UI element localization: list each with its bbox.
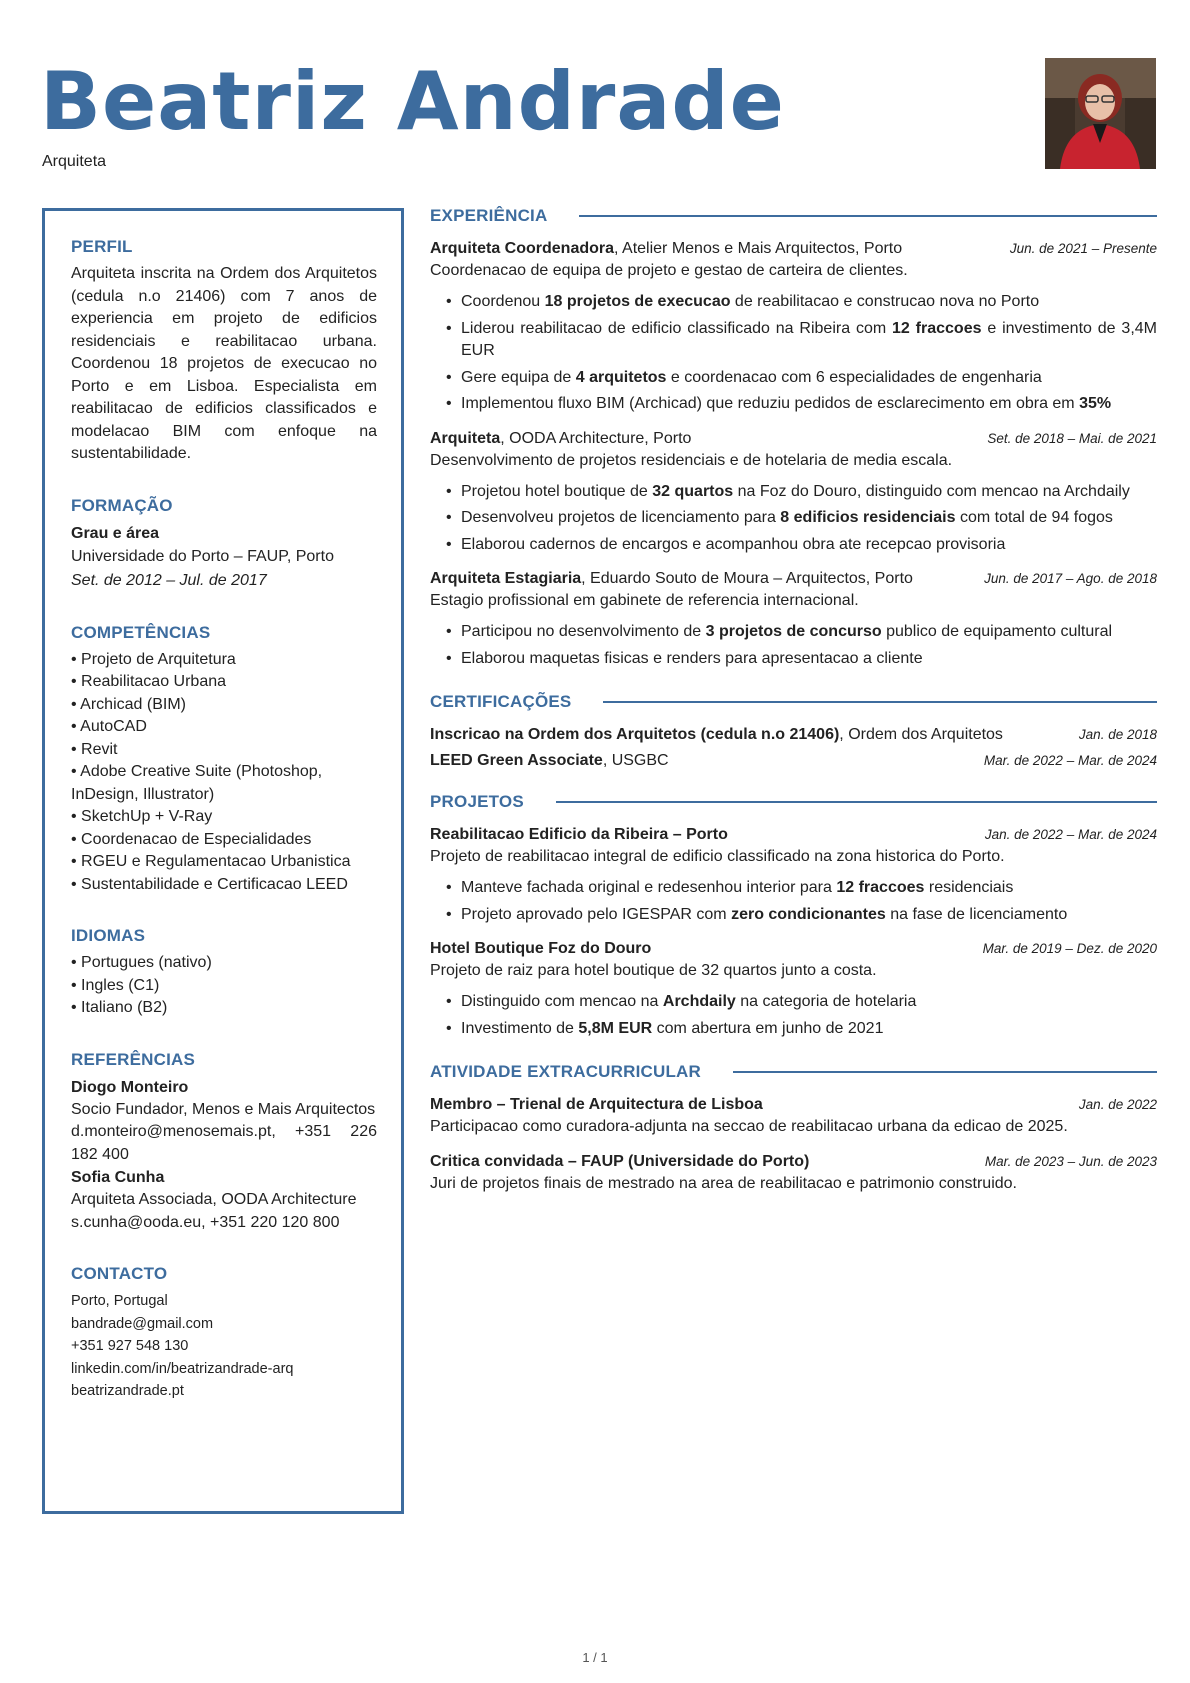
project-description: Projeto de raiz para hotel boutique de 32 quartos junto a costa.: [430, 962, 877, 979]
candidate-role: Arquiteta: [42, 153, 107, 170]
activity-description: Participacao como curadora-adjunta na seccao de reabilitacao urbana da edicao de 2025.: [430, 1118, 1068, 1135]
experience-heading: EXPERIÊNCIA: [430, 206, 548, 225]
contact-phone: +351 927 548 130: [71, 1338, 189, 1354]
activity-name: Membro – Trienal de Arquitectura de Lisboa: [430, 1096, 763, 1113]
education-school: Universidade do Porto – FAUP, Porto: [71, 547, 334, 565]
language-item: • Ingles (C1): [71, 975, 377, 998]
section-divider: [733, 1071, 1157, 1073]
job-role: Arquiteta Coordenadora: [430, 240, 615, 257]
section-divider: [603, 701, 1157, 703]
reference-contact: s.cunha@ooda.eu, +351 220 120 800: [71, 1213, 340, 1231]
language-item: • Portugues (nativo): [71, 952, 377, 975]
certification-dates: Jan. de 2018: [1078, 727, 1157, 742]
activity-entry: [430, 1153, 1157, 1196]
contact-website[interactable]: beatrizandrade.pt: [71, 1383, 184, 1399]
job-bullet: • Liderou reabilitacao de edificio classificado na Ribeira com 12 fraccoes e investimento de 3,4M EUR: [446, 318, 1157, 363]
skills-heading: COMPETÊNCIAS: [71, 622, 211, 642]
job-dates: Jun. de 2017 – Ago. de 2018: [984, 571, 1157, 586]
skill-item: • Adobe Creative Suite (Photoshop, InDesign, Illustrator): [71, 761, 377, 806]
skill-item: • Reabilitacao Urbana: [71, 671, 377, 694]
job-role: Arquiteta Estagiaria: [430, 570, 582, 587]
skill-item: • SketchUp + V-Ray: [71, 806, 377, 829]
skill-item: • RGEU e Regulamentacao Urbanistica: [71, 851, 377, 874]
job-bullet: • Implementou fluxo BIM (Archicad) que reduziu pedidos de esclarecimento em obra em 35%: [446, 393, 1157, 416]
certification-entry: [430, 726, 1157, 744]
references-section: [71, 1050, 377, 1235]
section-divider: [579, 215, 1157, 217]
projects-header: [430, 792, 1157, 812]
extracurricular-header: [430, 1062, 1157, 1082]
languages-list: [71, 952, 377, 1020]
certification-org: , USGBC: [602, 752, 669, 769]
project-bullets: [446, 877, 1157, 926]
certification-title: [430, 726, 1003, 744]
project-dates: Mar. de 2019 – Dez. de 2020: [982, 941, 1157, 956]
skill-item: • Archicad (BIM): [71, 694, 377, 717]
activity-dates: Jan. de 2022: [1078, 1097, 1157, 1112]
contact-linkedin[interactable]: linkedin.com/in/beatrizandrade-arq: [71, 1360, 294, 1377]
job-org: , Atelier Menos e Mais Arquitectos, Porto: [614, 240, 903, 257]
skills-list: [71, 649, 377, 897]
job-bullet: • Elaborou maquetas fisicas e renders para apresentacao a cliente: [446, 648, 1157, 671]
education-section: [71, 496, 377, 593]
candidate-name: Beatriz Andrade: [40, 55, 785, 148]
certification-entry: [430, 752, 1157, 770]
project-bullet: • Investimento de 5,8M EUR com abertura em junho de 2021: [446, 1018, 1157, 1041]
job-bullets: [446, 481, 1157, 557]
project-bullet: • Manteve fachada original e redesenhou interior para 12 fraccoes residenciais: [446, 877, 1157, 900]
certification-dates: Mar. de 2022 – Mar. de 2024: [983, 753, 1157, 768]
language-item: • Italiano (B2): [71, 997, 377, 1020]
job-title: [430, 430, 691, 448]
project-entry: [430, 940, 1157, 1040]
job-bullet: • Elaborou cadernos de encargos e acompanhou obra ate recepcao provisoria: [446, 534, 1157, 557]
job-bullets: [446, 291, 1157, 416]
profile-section: [71, 237, 377, 466]
sidebar: [42, 208, 404, 1514]
job-bullet: • Gere equipa de 4 arquitetos e coordenacao com 6 especialidades de engenharia: [446, 367, 1157, 390]
skill-item: • AutoCAD: [71, 716, 377, 739]
job-bullet: • Projetou hotel boutique de 32 quartos na Foz do Douro, distinguido com mencao na Archdaily: [446, 481, 1157, 504]
skill-item: • Sustentabilidade e Certificacao LEED: [71, 874, 377, 897]
activity-title: [430, 1153, 809, 1171]
project-bullets: [446, 991, 1157, 1040]
projects-heading: PROJETOS: [430, 792, 524, 811]
job-bullet: • Desenvolveu projetos de licenciamento para 8 edificios residenciais com total de 94 fogos: [446, 507, 1157, 530]
project-name: Hotel Boutique Foz do Douro: [430, 940, 652, 957]
profile-photo: [1045, 58, 1156, 169]
activity-entry: [430, 1096, 1157, 1139]
reference-role: Socio Fundador, Menos e Mais Arquitectos: [71, 1100, 376, 1118]
job-bullets: [446, 621, 1157, 670]
project-description: Projeto de reabilitacao integral de edificio classificado na zona historica do Porto.: [430, 848, 1005, 865]
certifications-heading: CERTIFICAÇÕES: [430, 692, 572, 711]
project-name: Reabilitacao Edificio da Ribeira – Porto: [430, 826, 728, 843]
certifications-header: [430, 692, 1157, 712]
job-org: , Eduardo Souto de Moura – Arquitectos, Porto: [581, 570, 913, 587]
reference-contact: d.monteiro@menosemais.pt, +351 226 182 400: [71, 1123, 377, 1163]
skill-item: • Revit: [71, 739, 377, 762]
certification-title: [430, 752, 669, 770]
main-column: [430, 206, 1157, 1210]
activity-dates: Mar. de 2023 – Jun. de 2023: [984, 1154, 1157, 1169]
contact-location: Porto, Portugal: [71, 1293, 168, 1309]
job-org: , OODA Architecture, Porto: [500, 429, 692, 447]
reference-role: Arquiteta Associada, OODA Architecture: [71, 1191, 357, 1208]
job-description: Desenvolvimento de projetos residenciais e de hotelaria de media escala.: [430, 451, 953, 469]
page-number: 1 / 1: [582, 1650, 608, 1665]
section-divider: [556, 801, 1157, 803]
activity-description: Juri de projetos finais de mestrado na area de reabilitacao e patrimonio construido.: [430, 1175, 1017, 1192]
education-heading: FORMAÇÃO: [71, 495, 173, 515]
skill-item: • Coordenacao de Especialidades: [71, 829, 377, 852]
job-description: Coordenacao de equipa de projeto e gestao de carteira de clientes.: [430, 262, 908, 279]
certification-name: Inscricao na Ordem dos Arquitetos (cedula n.o 21406): [430, 726, 840, 743]
job-entry: [430, 430, 1157, 557]
reference-name: Diogo Monteiro: [71, 1078, 189, 1096]
contact-email[interactable]: bandrade@gmail.com: [71, 1315, 214, 1332]
job-dates: Set. de 2018 – Mai. de 2021: [987, 430, 1157, 446]
project-bullet: • Distinguido com mencao na Archdaily na categoria de hotelaria: [446, 991, 1157, 1014]
contact-heading: CONTACTO: [71, 1264, 168, 1283]
reference-name: Sofia Cunha: [71, 1169, 165, 1186]
job-bullet: • Participou no desenvolvimento de 3 projetos de concurso publico de equipamento cultural: [446, 621, 1157, 644]
activity-title: [430, 1096, 763, 1114]
job-description: Estagio profissional em gabinete de referencia internacional.: [430, 592, 859, 609]
project-dates: Jan. de 2022 – Mar. de 2024: [984, 827, 1157, 842]
certification-org: , Ordem dos Arquitetos: [839, 726, 1003, 743]
job-bullet: • Coordenou 18 projetos de execucao de reabilitacao e construcao nova no Porto: [446, 291, 1157, 314]
job-title: [430, 570, 913, 588]
profile-heading: PERFIL: [71, 237, 133, 256]
experience-header: [430, 206, 1157, 226]
activity-name: Critica convidada – FAUP (Universidade do Porto): [430, 1153, 810, 1170]
project-title: [430, 940, 651, 958]
languages-section: [71, 926, 377, 1020]
job-entry: [430, 570, 1157, 670]
education-degree: Grau e área: [71, 524, 160, 542]
skills-section: [71, 623, 377, 897]
contact-section: [71, 1264, 377, 1403]
project-bullet: • Projeto aprovado pelo IGESPAR com zero condicionantes na fase de licenciamento: [446, 904, 1157, 927]
job-title: [430, 240, 902, 258]
job-dates: Jun. de 2021 – Presente: [1009, 241, 1157, 256]
job-entry: [430, 240, 1157, 416]
project-title: [430, 826, 728, 844]
references-heading: REFERÊNCIAS: [71, 1049, 196, 1069]
education-dates: Set. de 2012 – Jul. de 2017: [71, 571, 267, 589]
job-role: Arquiteta: [430, 429, 501, 447]
project-entry: [430, 826, 1157, 926]
languages-heading: IDIOMAS: [71, 926, 146, 945]
profile-text: Arquiteta inscrita na Ordem dos Arquitetos (cedula n.o 21406) com 7 anos de experiencia em projeto de edificios residenciais e reabilitacao urbana. Coordenou 18 projetos de execucao no Porto e em Lisboa. Especialista em reabilitacao de edificios classificados e modelacao BIM com enfoque na sustentabilidade.: [71, 265, 377, 462]
certification-name: LEED Green Associate: [430, 752, 603, 769]
extracurricular-heading: ATIVIDADE EXTRACURRICULAR: [430, 1062, 702, 1081]
skill-item: • Projeto de Arquitetura: [71, 649, 377, 672]
